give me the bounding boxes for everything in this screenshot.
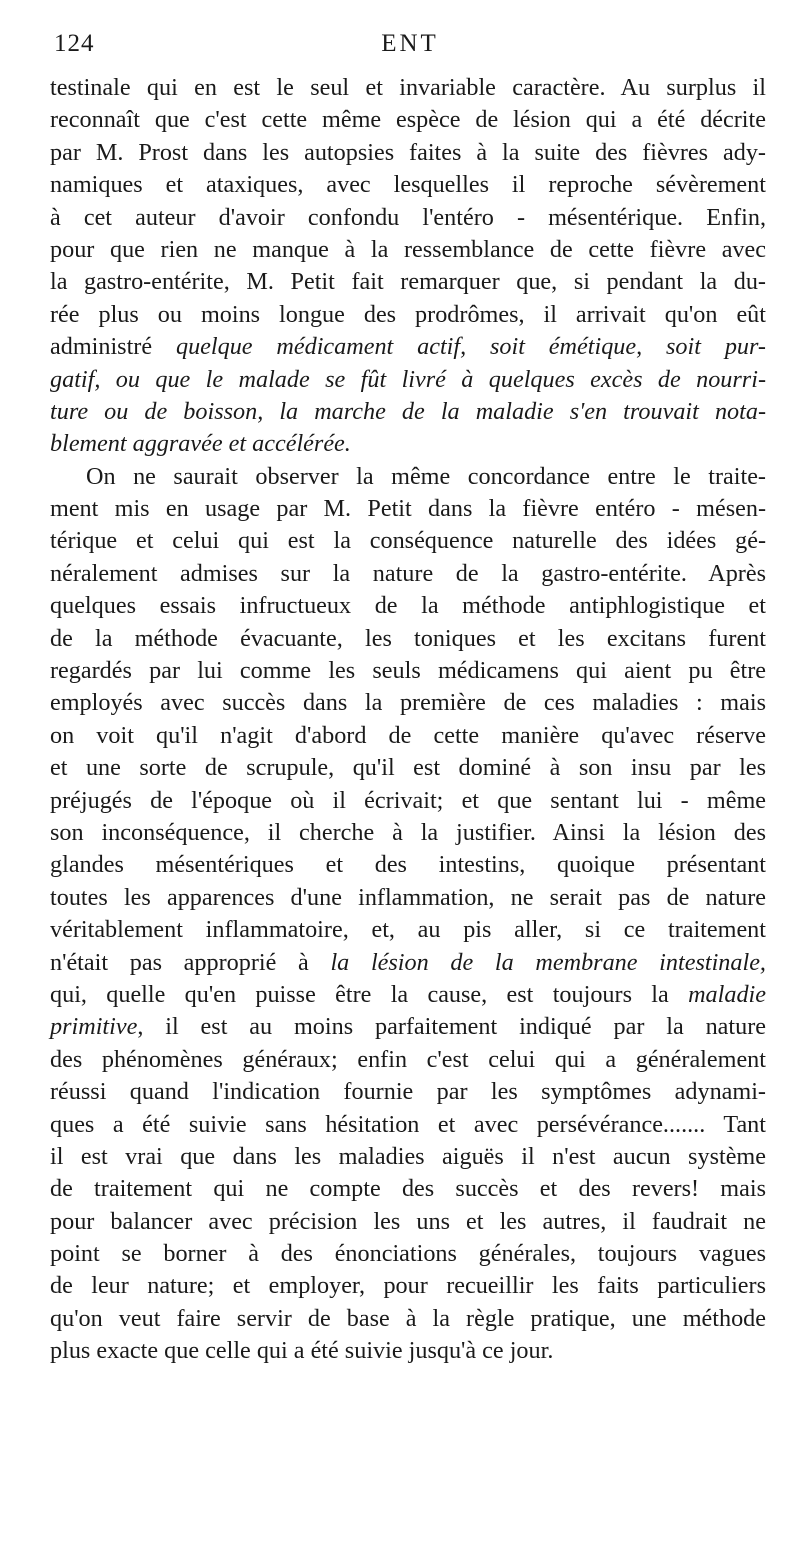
text-run: réussi quand l'indication fournie par les symptômes adynami- [50,1078,766,1106]
text-line [50,1206,766,1238]
text-line [50,947,766,979]
page-number: 124 [54,30,95,57]
paragraph [50,72,766,461]
italic-text: quelque médicament actif, soit émétique, soit pur- [175,333,766,361]
text-line [50,1173,766,1205]
text-line [50,979,766,1011]
text-line [50,299,766,331]
text-line [50,1141,766,1173]
text-line [50,202,766,234]
text-run: à cet auteur d'avoir confondu l'entéro - mésentérique. Enfin, [50,203,766,231]
text-line [50,1238,766,1270]
text-line [50,331,766,363]
italic-text: maladie [688,980,766,1008]
text-run: administré [50,333,176,361]
text-line [50,266,766,298]
page-header [54,30,766,70]
text-run: qu'on veut faire servir de base à la règle pratique, une méthode [50,1304,766,1332]
text-run: toutes les apparences d'une inflammation, ne serait pas de nature [50,883,766,911]
text-run: son inconséquence, il cherche à la justifier. Ainsi la lésion des [50,818,766,846]
text-run: véritablement inflammatoire, et, au pis aller, si ce traitement [50,916,766,944]
text-line [50,234,766,266]
text-run: On ne saurait observer la même concordance entre le traite- [86,462,766,490]
text-line [50,169,766,201]
text-line [50,623,766,655]
text-line [50,104,766,136]
text-line [50,1044,766,1076]
text-run: pour que rien ne manque à la ressemblance de cette fièvre avec [50,235,766,263]
text-line [50,817,766,849]
text-run: ment mis en usage par M. Petit dans la fièvre entéro - mésen- [50,495,766,523]
text-line [50,849,766,881]
text-line [50,428,766,460]
text-run: et une sorte de scrupule, qu'il est dominé à son insu par les [50,754,766,782]
text-run: point se borner à des énonciations générales, toujours vagues [50,1240,766,1268]
text-line [50,752,766,784]
text-line [50,785,766,817]
text-run: plus exacte que celle qui a été suivie jusqu'à ce jour. [50,1337,554,1365]
text-line [50,364,766,396]
text-run: de leur nature; et employer, pour recueillir les faits particuliers [50,1272,766,1300]
text-run: de la méthode évacuante, les toniques et les excitans furent [50,624,766,652]
text-line [50,1303,766,1335]
text-run: pour balancer avec précision les uns et les autres, il faudrait ne [50,1207,766,1235]
text-line [50,590,766,622]
text-run: par M. Prost dans les autopsies faites à la suite des fièvres ady- [50,138,766,166]
running-head: ENT [381,30,439,57]
text-line [50,525,766,557]
text-run: quelques essais infructueux de la méthode antiphlogistique et [50,592,766,620]
italic-text: la lésion de la membrane intestinale, [330,948,766,976]
text-line [50,914,766,946]
text-line [50,1270,766,1302]
italic-text: ture ou de boisson, la marche de la maladie s'en trouvait nota- [50,397,766,425]
text-line [50,1011,766,1043]
text-run: préjugés de l'époque où il écrivait; et que sentant lui - même [50,786,766,814]
text-run: n'était pas approprié à [50,948,331,976]
text-line [50,137,766,169]
text-run: la gastro-entérite, M. Petit fait remarquer que, si pendant la du- [50,268,766,296]
text-run: térique et celui qui est la conséquence naturelle des idées gé- [50,527,766,555]
text-line [50,396,766,428]
text-run: de traitement qui ne compte des succès et des revers! mais [50,1175,766,1203]
text-run: néralement admises sur la nature de la gastro-entérite. Après [50,559,766,587]
text-line [50,1109,766,1141]
text-run: employés avec succès dans la première de ces maladies : mais [50,689,766,717]
text-run: reconnaît que c'est cette même espèce de lésion qui a été décrite [50,106,766,134]
text-line [50,493,766,525]
text-line [50,687,766,719]
text-line [50,1076,766,1108]
italic-text: primitive [50,1013,138,1041]
text-run: rée plus ou moins longue des prodrômes, il arrivait qu'on eût [50,300,766,328]
text-run: on voit qu'il n'agit d'abord de cette manière qu'avec réserve [50,721,766,749]
text-run: glandes mésentériques et des intestins, quoique présentant [50,851,766,879]
text-line [50,720,766,752]
text-run: namiques et ataxiques, avec lesquelles il reproche sévèrement [50,171,766,199]
text-run: qui, quelle qu'en puisse être la cause, est toujours la [50,980,689,1008]
paragraph [50,461,766,1368]
italic-text: gatif, ou que le malade se fût livré à quelques excès de nourri- [50,365,766,393]
text-run: ques a été suivie sans hésitation et avec persévérance....... Tant [50,1110,766,1138]
text-line [50,72,766,104]
text-line [50,655,766,687]
text-run: regardés par lui comme les seuls médicamens qui aient pu être [50,657,766,685]
text-line [50,1335,766,1367]
text-line [50,882,766,914]
body-text [50,72,766,1368]
text-line [50,461,766,493]
italic-text: blement aggravée et accélérée. [50,430,351,458]
text-run: des phénomènes généraux; enfin c'est celui qui a généralement [50,1045,766,1073]
text-run: , il est au moins parfaitement indiqué par la nature [137,1013,766,1041]
text-line [50,558,766,590]
text-run: testinale qui en est le seul et invariable caractère. Au surplus il [50,74,766,101]
text-run: il est vrai que dans les maladies aiguës il n'est aucun système [50,1142,766,1170]
